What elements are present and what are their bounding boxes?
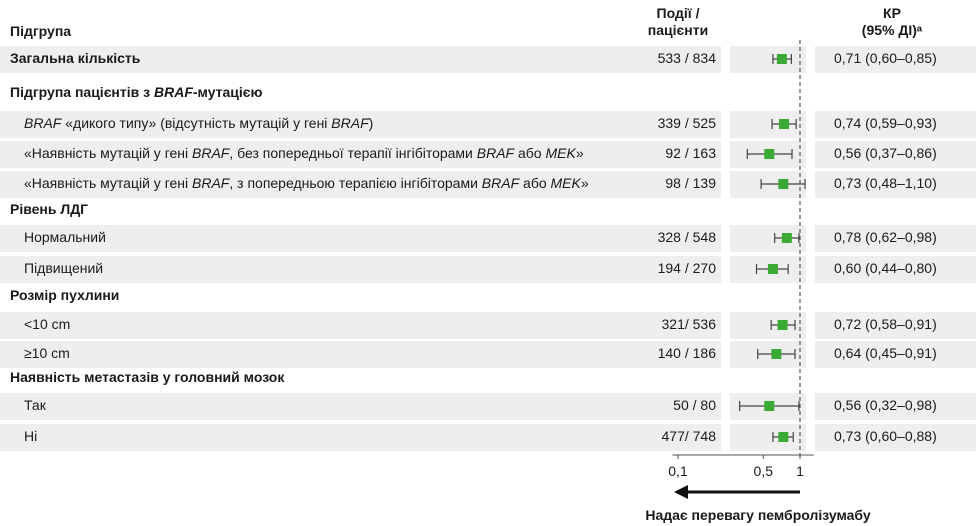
row-band	[0, 256, 976, 283]
group-label: Рівень ЛДГ	[10, 201, 89, 217]
row-hr-ci: 0,74 (0,59–0,93)	[834, 115, 937, 131]
events-header-line2: пацієнти	[647, 22, 709, 38]
group-label: Наявність метастазів у головний мозок	[10, 369, 285, 385]
row-hr-ci: 0,56 (0,37–0,86)	[834, 145, 937, 161]
row-events: 328 / 548	[657, 229, 716, 245]
row-events: 321/ 536	[661, 316, 716, 332]
row-label: «Наявність мутацій у гені BRAF, з попередньою терапією інгібіторами BRAF або MEK»	[24, 175, 589, 191]
row-label: ≥10 cm	[24, 345, 70, 361]
x-tick-label: 0,5	[753, 463, 774, 479]
row-label: Так	[24, 397, 46, 413]
row-label: Ні	[24, 428, 38, 444]
row-label: «Наявність мутацій у гені BRAF, без попередньої терапії інгібіторами BRAF або MEK»	[24, 145, 584, 161]
hr-header-line1: КР	[883, 5, 901, 21]
row-label: BRAF «дикого типу» (відсутність мутацій у гені BRAF)	[24, 115, 374, 131]
row-hr-ci: 0,64 (0,45–0,91)	[834, 345, 937, 361]
row-hr-ci: 0,60 (0,44–0,80)	[834, 260, 937, 276]
x-tick-label: 1	[796, 463, 804, 479]
row-band	[0, 393, 976, 420]
row-hr-ci: 0,72 (0,58–0,91)	[834, 316, 937, 332]
row-band	[0, 225, 976, 252]
row-label: Загальна кількість	[10, 50, 141, 66]
events-header	[618, 5, 738, 39]
row-events: 339 / 525	[657, 115, 716, 131]
row-band	[0, 312, 976, 339]
row-label: <10 cm	[24, 316, 71, 332]
row-events: 477/ 748	[661, 428, 716, 444]
row-events: 140 / 186	[657, 345, 716, 361]
row-band	[0, 46, 976, 73]
row-events: 98 / 139	[665, 175, 716, 191]
x-tick-label: 0,1	[668, 463, 688, 479]
hr-header-line2: (95% ДІ)ᵃ	[861, 22, 923, 38]
row-hr-ci: 0,73 (0,60–0,88)	[834, 428, 937, 444]
hr-header	[832, 5, 952, 39]
row-band	[0, 341, 976, 368]
row-hr-ci: 0,73 (0,48–1,10)	[834, 175, 937, 191]
row-hr-ci: 0,78 (0,62–0,98)	[834, 229, 937, 245]
row-band	[0, 424, 976, 451]
row-label: Нормальний	[24, 229, 106, 245]
row-events: 533 / 834	[657, 50, 716, 66]
group-label: Розмір пухлини	[10, 287, 120, 303]
row-events: 92 / 163	[665, 145, 716, 161]
row-hr-ci: 0,71 (0,60–0,85)	[834, 50, 937, 66]
row-label: Підвищений	[24, 260, 104, 276]
favors-label: Надає перевагу пембролізумабу	[645, 507, 871, 523]
row-hr-ci: 0,56 (0,32–0,98)	[834, 397, 937, 413]
events-header-line1: Події /	[656, 5, 700, 21]
favors-arrow-head	[674, 485, 688, 499]
group-label: Підгрупа пацієнтів з BRAF-мутацією	[10, 84, 263, 100]
subgroup-header: Підгрупа	[10, 23, 72, 39]
row-events: 194 / 270	[657, 260, 716, 276]
row-events: 50 / 80	[673, 397, 716, 413]
